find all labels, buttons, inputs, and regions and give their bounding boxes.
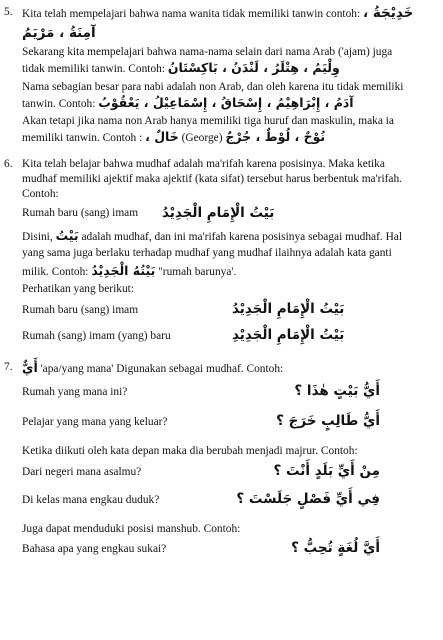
spacer [4, 349, 435, 360]
paragraph-text: Kita telah mempelajari bahwa nama wanita tidak memiliki tanwin contoh: [22, 8, 361, 20]
paragraph-text: mudhaf memiliki ajektif maka ajektif (kata sifat) tersebut harus berbentuk ma'rifah. [22, 172, 403, 185]
paragraph-text: Nama sebagian besar para nabi adalah non Arab, dan oleh karena itu tidak memiliki [22, 80, 404, 93]
arabic-example: آدَمُ ، إِبْرَاهِيْمُ ، إِسْحَاقُ ، إِسْمَاعِيْلُ ، يَعْقُوْبُ [98, 94, 354, 110]
text-line [22, 5, 435, 23]
paragraph-text: Ketika diikuti oleh kata depan maka dia berubah menjadi majrur. Contoh: [22, 445, 358, 458]
text-line [22, 95, 435, 112]
paragraph-text: (George) [181, 131, 223, 144]
section-body [22, 157, 435, 350]
example-row [22, 297, 435, 323]
text-line [22, 522, 435, 537]
text-line [22, 280, 435, 297]
example-translation: Rumah baru (sang) imam [22, 303, 139, 316]
arabic-example: أَيُّ طَالِبٍ خَرَجَ ؟ [276, 413, 380, 430]
text-line [22, 42, 435, 60]
arabic-example: بَيْتُ الْإِمَامِ الْجَدِيْدُ [162, 204, 275, 221]
arabic-example: وِلْيَمُ ، هِتْلَرُ ، لَنْدَنُ ، بَاكِسْتَانُ [167, 60, 340, 76]
arabic-example: مِنْ أَيِّ بَلَدٍ أَنْتَ ؟ [273, 463, 380, 480]
text-line [22, 187, 435, 202]
arabic-example: خَالٌ ، [145, 128, 179, 144]
section-6 [4, 157, 435, 350]
example-translation: Rumah (sang) imam (yang) baru [22, 329, 171, 342]
text-line [22, 172, 435, 187]
arabic-example: أَيُّ بَيْتٍ هٰذَا ؟ [294, 383, 380, 400]
text-line [22, 77, 435, 95]
section-7 [4, 360, 435, 561]
text-line [22, 261, 435, 280]
section-number: 5. [4, 6, 13, 18]
paragraph-text: tidak memiliki tanwin. Contoh: [22, 63, 166, 76]
section-body [22, 360, 435, 561]
paragraph-text: memiliki tanwin. Contoh : [22, 131, 143, 144]
spacer [22, 437, 435, 444]
spacer [4, 146, 435, 157]
arabic-example: بَيْتُ الْإِمَامِ الْجَدِيْدُ [232, 301, 345, 318]
paragraph-text: 'apa/yang mana' Digunakan sebagai mudhaf. Contoh: [40, 363, 284, 376]
text-line [22, 360, 435, 377]
paragraph-text: tanwin. Contoh: [22, 97, 96, 110]
section-number: 6. [4, 157, 13, 170]
text-line [22, 112, 435, 129]
example-translation: Di kelas mana engkau duduk? [22, 493, 160, 506]
arabic-example: خَدِيْجَةُ ، [363, 5, 414, 21]
paragraph-text: Contoh: [22, 187, 59, 200]
example-row [22, 202, 435, 226]
example-translation: Dari negeri mana asalmu? [22, 465, 142, 478]
paragraph-text: Sekarang kita mempelajari bahwa nama-nama selain dari nama Arab ('ajam) juga [22, 46, 393, 59]
paragraph-text: Disini, [22, 230, 53, 243]
text-line [22, 23, 435, 43]
paragraph-text: Kita telah belajar bahwa mudhaf adalah ma'rifah karena posisinya. Maka ketika [22, 157, 385, 170]
example-translation: Rumah baru (sang) imam [22, 207, 139, 220]
example-row [22, 407, 435, 437]
paragraph-text: milik. Contoh: [22, 266, 89, 279]
example-row [22, 485, 435, 515]
example-translation: Rumah yang mana ini? [22, 385, 128, 398]
section-body [22, 5, 435, 146]
text-line [22, 157, 435, 172]
arabic-example: نُوْحٌ ، لُوْطٌ ، جُرْجٌ [225, 128, 326, 144]
spacer [22, 515, 435, 522]
section-number: 7. [4, 361, 13, 374]
text-line [22, 244, 435, 261]
arabic-example: أَيَّ لُغَةٍ تُحِبُّ ؟ [291, 540, 380, 557]
example-translation: Pelajar yang mana yang keluar? [22, 415, 168, 428]
text-line [22, 226, 435, 245]
example-row [22, 459, 435, 485]
paragraph-text: Akan tetapi jika nama non Arab hanya memiliki tiga huruf dan maskulin, maka ia [22, 114, 394, 127]
example-translation: Bahasa apa yang engkau sukai? [22, 542, 167, 555]
arabic-example: بَيْتُ [55, 227, 79, 243]
example-row [22, 323, 435, 349]
example-row [22, 377, 435, 407]
section-5 [4, 5, 435, 146]
arabic-example: بَيْتُ الْإِمَامِ الْجَدِيْدِ [232, 327, 345, 344]
arabic-example: بَيْتُهُ الْجَدِيْدُ [91, 263, 156, 279]
arabic-example: آمِنَةُ ، مَرْيَمُ [22, 24, 96, 41]
text-line [22, 444, 435, 459]
paragraph-text: yang sama juga berlaku terhadap mudhaf yang mudhaf ilaihnya adalah kata ganti [22, 247, 392, 260]
paragraph-text: "rumah barunya'. [158, 266, 237, 279]
arabic-example: أَيٌّ [22, 360, 38, 376]
paragraph-text: Perhatikan yang berikut: [22, 283, 134, 296]
paragraph-text: Juga dapat menduduki posisi manshub. Contoh: [22, 523, 241, 536]
example-row [22, 537, 435, 561]
arabic-example: فِي أَيِّ فَصْلٍ جَلَسْتَ ؟ [236, 491, 380, 508]
text-line [22, 60, 435, 77]
paragraph-text: adalah mudhaf, dan ini ma'rifah karena posisinya sebagai mudhaf. Hal [81, 230, 403, 243]
text-line [22, 129, 435, 146]
